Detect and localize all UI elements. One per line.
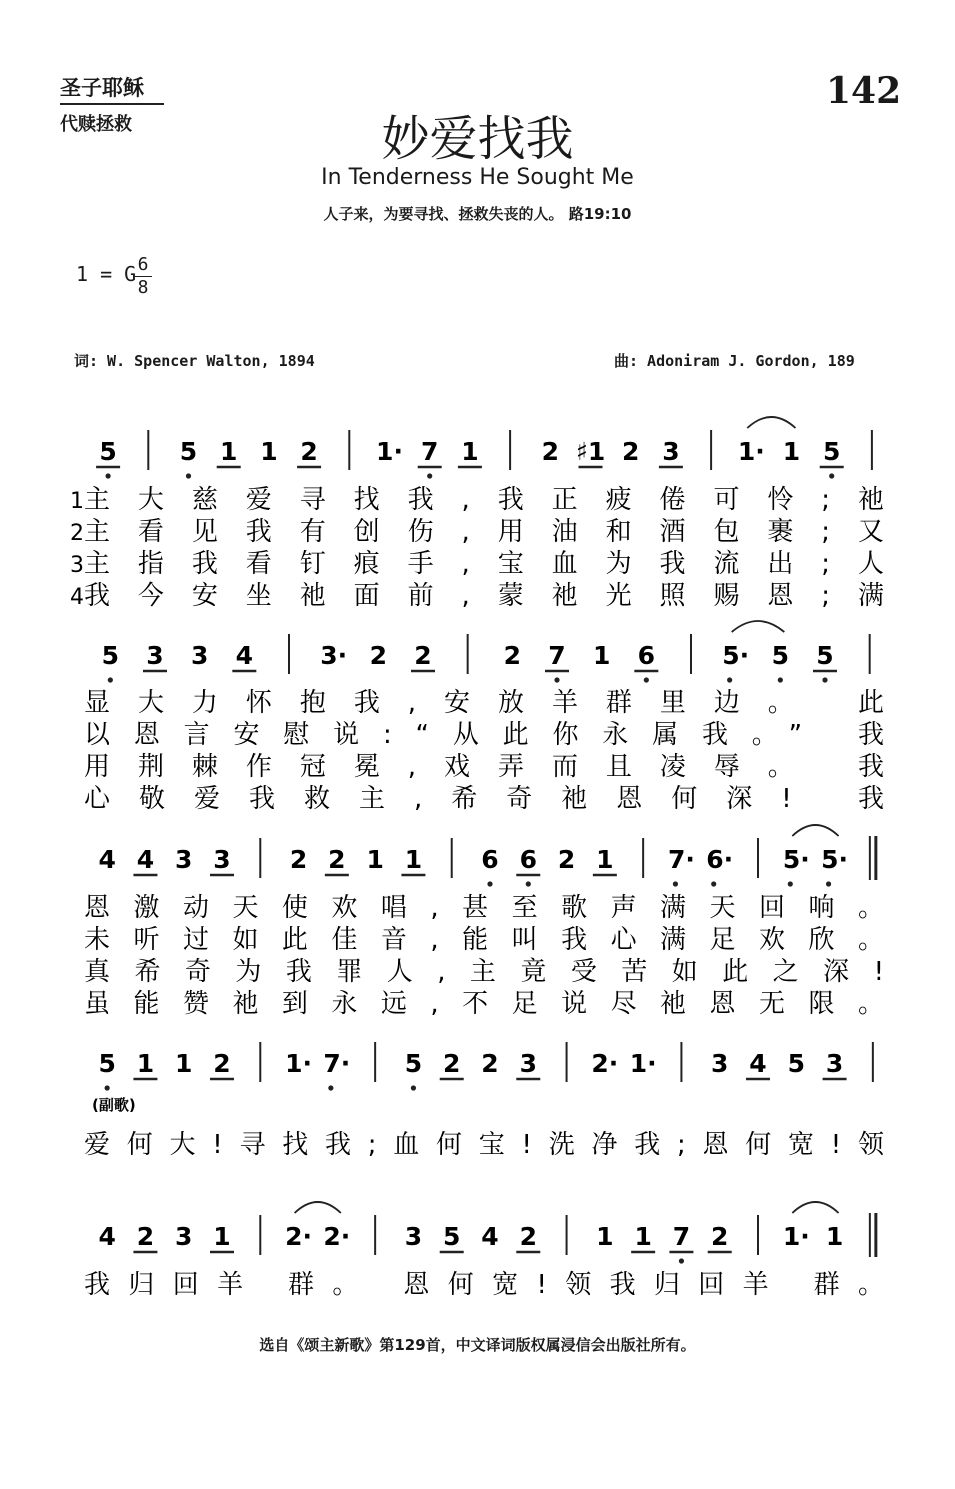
note: 6 [637,641,656,670]
note: 4 [98,1222,116,1251]
note: 6 [519,845,537,874]
note: 3 [711,1049,729,1078]
note: 2 [711,1222,729,1251]
note: 4 [749,1049,767,1078]
note: 3 [146,641,164,670]
note: 4 [98,845,116,874]
verse-number: 4 [70,585,84,610]
note: 4 [235,641,254,670]
tie-arc [747,417,795,428]
category-main: 圣子耶稣 [60,75,144,100]
lyric-line: 虽能赞祂到永远,不足说尽祂恩无限。 [84,989,884,1019]
hymn-title: 妙爱找我 [381,111,574,167]
scripture-reference: 人子来，为要寻找、拯救失丧的人。 路19:10 [323,205,632,223]
note: 1· [376,437,403,466]
note: 7 [672,1222,691,1251]
note: 1 [404,845,423,874]
time-signature-top: 6 [134,254,152,277]
note: 5 [443,1222,461,1251]
octave-dot [554,677,559,682]
lyric-line: 主指我看钉痕手,宝血为我流出;人 [84,549,884,579]
note: 1 [782,437,801,466]
note: 7 [420,437,439,466]
verse-number: 2 [70,521,84,546]
note: 1 [219,437,238,466]
note: 1 [461,437,479,466]
note: 2 [621,437,640,466]
note: 2· [323,1222,351,1251]
octave-dot [427,473,432,478]
octave-dot [778,677,783,682]
note: 2· [285,1222,313,1251]
note: 7· [667,845,695,874]
note: 5 [99,437,117,466]
tie-arc [792,825,838,836]
note: 2 [369,641,388,670]
note: 3· [320,641,348,670]
lyric-line: 显大力怀抱我,安放羊群里边。 此 [84,688,885,718]
note: 6· [706,845,734,874]
note: 1· [629,1049,657,1078]
lyric-line: 未听过如此佳音,能叫我心满足欢欣。 [84,925,884,955]
note: ♯1 [575,437,606,466]
music-credit: 曲: Adoniram J. Gordon, 189 [614,352,855,370]
octave-dot [328,1085,333,1090]
lyric-line: 心敬爱我救主,希奇祂恩何深! 我 [84,784,885,814]
lyric-line: 主大慈爱寻找我,我正疲倦可怜;祂 [84,485,884,515]
note: 1· [782,1222,810,1251]
octave-dot [526,881,531,886]
octave-dot [679,1258,684,1263]
note: 3 [175,845,193,874]
note: 3 [190,641,209,670]
note: 2 [136,1222,155,1251]
note: 2 [481,1049,499,1078]
octave-dot [108,677,113,682]
note: 2 [503,641,522,670]
note: 2 [289,845,308,874]
note: 1 [592,641,611,670]
note: 5· [722,641,750,670]
note: 1 [260,437,278,466]
note: 7· [323,1049,351,1078]
note: 5 [787,1049,805,1078]
category-sub: 代赎拯救 [60,114,132,135]
octave-dot [105,1085,110,1090]
octave-dot [788,881,793,886]
lyric-line: 主看见我有创伤,用油和酒包裹;又 [84,517,884,547]
note: 5 [404,1049,423,1078]
note: 2 [328,845,346,874]
note: 1 [596,1222,614,1251]
note: 5 [771,641,790,670]
note: 5· [782,845,810,874]
note: 5· [821,845,849,874]
note: 5 [822,437,841,466]
note: 3 [662,437,680,466]
note: 3 [519,1049,537,1078]
octave-dot [826,881,831,886]
note: 5 [101,641,120,670]
octave-dot [829,473,834,478]
tie-arc [732,621,785,632]
note: 2 [300,437,318,466]
octave-dot [487,881,492,886]
note: 5 [179,437,198,466]
note: 1 [136,1049,155,1078]
hymn-subtitle: In Tenderness He Sought Me [321,165,634,190]
note: 3 [213,845,231,874]
octave-dot [822,677,827,682]
note: 3 [175,1222,193,1251]
octave-dot [727,677,732,682]
note: 2· [591,1049,619,1078]
hymn-number: 142 [826,70,902,112]
note: 1 [634,1222,652,1251]
note: 4 [136,845,155,874]
verse-number: 3 [70,553,84,578]
note: 5 [98,1049,116,1078]
lyric-line: 用荆棘作冠冕,戏弄而且凌辱。 我 [84,752,885,782]
tie-arc [295,1202,341,1213]
lyric-line: 我归回羊 群。 恩何宽!领我归回羊 群。 [84,1270,884,1300]
note: 2 [541,437,560,466]
note: 1 [213,1222,231,1251]
note: 2 [519,1222,537,1251]
note: 1· [737,437,765,466]
note: 2 [557,845,576,874]
lyric-line: 我今安坐祂面前,蒙祂光照赐恩;满 [84,581,884,611]
octave-dot [186,473,191,478]
note: 4 [481,1222,499,1251]
lyric-line: 以恩言安慰说:“从此你永属我。” 我 [84,720,885,750]
note: 1 [175,1049,193,1078]
lyric-line: 恩激动天使欢唱,甚至歌声满天回响。 [84,893,884,923]
note: 1· [285,1049,313,1078]
lyric-line: 真希奇为我罪人,主竟受苦如此之深! [84,957,884,987]
octave-dot [644,677,649,682]
note: 5 [816,641,834,670]
chorus-label: (副歌) [92,1096,136,1114]
octave-dot [411,1085,416,1090]
tie-arc [792,1202,838,1213]
note: 2 [213,1049,231,1078]
note: 2 [414,641,432,670]
octave-dot [106,473,111,478]
lyric-line: 爱何大!寻找我;血何宝!洗净我;恩何宽!领 [84,1130,884,1160]
copyright-footer: 选自《颂主新歌》第129首，中文译词版权属浸信会出版社所有。 [259,1336,696,1354]
note: 6 [481,845,499,874]
note: 1 [825,1222,844,1251]
note: 1 [596,845,614,874]
verse-number: 1 [70,489,84,514]
octave-dot [673,881,678,886]
note: 7 [548,641,566,670]
note: 3 [825,1049,844,1078]
note: 2 [443,1049,461,1078]
note: 3 [404,1222,423,1251]
note: 1 [366,845,384,874]
octave-dot [711,881,716,886]
words-credit: 词: W. Spencer Walton, 1894 [74,352,315,370]
key-signature: 1 = G [76,262,137,286]
time-signature-bottom: 8 [137,277,149,298]
